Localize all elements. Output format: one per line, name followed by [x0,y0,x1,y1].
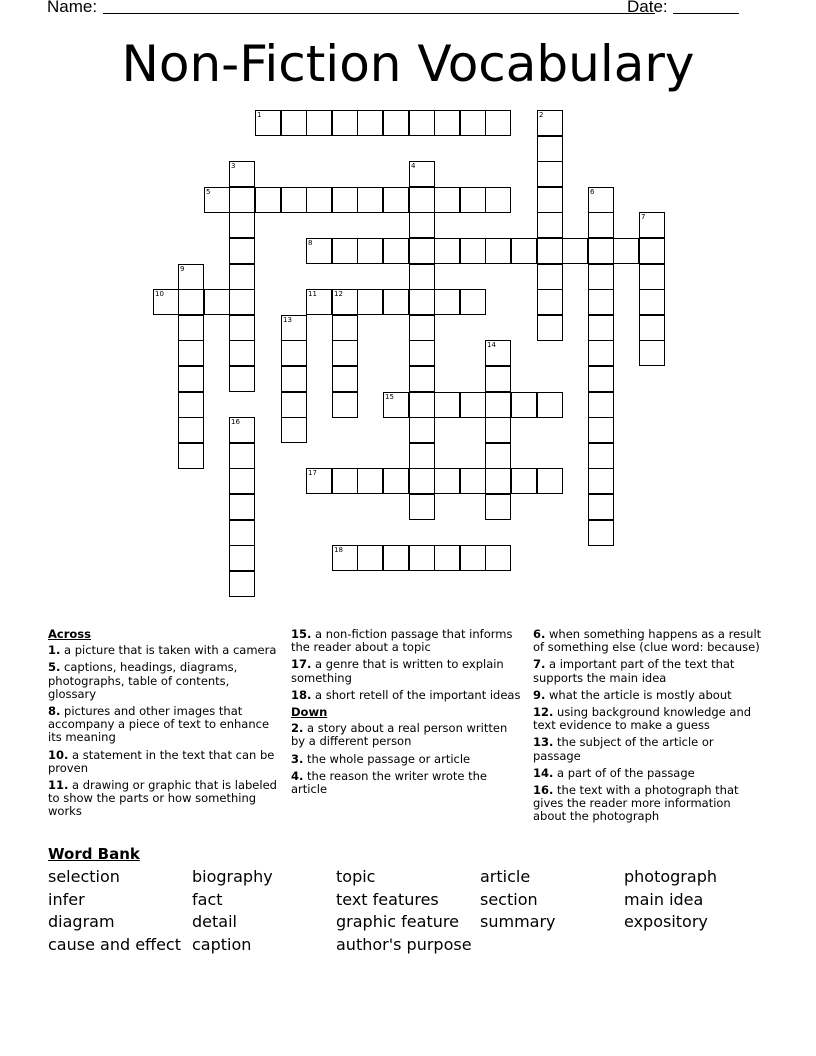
name-label: Name: [47,0,98,16]
grid-cell[interactable] [588,443,614,469]
date-label: Date: [627,0,668,16]
word-bank-word: graphic feature [336,912,459,932]
word-bank-word: main idea [624,889,704,909]
clue-item [291,770,523,796]
grid-cell[interactable] [204,289,230,315]
clue-text: pictures and other images that accompany a piece of text to enhance its meaning [48,704,270,745]
clue-item [291,658,523,684]
word-bank-word: photograph [624,867,717,886]
down-clue-list-continued [533,628,765,824]
word-bank-word: diagram [48,912,115,932]
clues-column-2 [291,628,523,800]
grid-cell[interactable] [281,340,307,366]
grid-cell[interactable] [434,545,460,571]
clue-item [48,779,280,819]
grid-cell[interactable] [332,392,358,418]
grid-cell-8[interactable] [306,238,332,264]
clue-number: 5 [206,188,211,196]
grid-cell[interactable] [178,340,204,366]
grid-cell-14[interactable] [485,340,511,366]
grid-cell[interactable] [409,468,435,494]
grid-cell[interactable] [460,545,486,571]
grid-cell[interactable] [229,264,255,290]
grid-cell[interactable] [229,520,255,546]
clue-number: 12 [334,290,343,298]
grid-cell[interactable] [409,289,435,315]
grid-cell[interactable] [409,494,435,520]
grid-cell[interactable] [460,392,486,418]
grid-cell[interactable] [306,187,332,213]
word-bank-word: expository [624,912,708,932]
grid-cell[interactable] [332,366,358,392]
across-heading: Across [48,627,91,641]
grid-cell[interactable] [588,289,614,315]
grid-cell[interactable] [409,110,435,136]
grid-cell[interactable] [229,494,255,520]
clue-number-label: 1. [48,643,61,658]
clue-number-label: 10. [48,747,69,762]
grid-cell[interactable] [588,468,614,494]
clue-number-label: 18. [291,687,312,702]
grid-cell-7[interactable] [639,212,665,238]
grid-cell[interactable] [434,187,460,213]
word-bank-word: infer [48,889,85,909]
grid-cell-4[interactable] [409,161,435,187]
grid-cell[interactable] [383,545,409,571]
grid-cell[interactable] [255,187,281,213]
grid-cell-11[interactable] [306,289,332,315]
grid-cell[interactable] [281,392,307,418]
word-bank-column [336,866,472,957]
grid-cell[interactable] [357,187,383,213]
grid-cell[interactable] [229,443,255,469]
clue-number-label: 12. [533,705,554,720]
word-bank-column [624,866,717,934]
grid-cell[interactable] [281,417,307,443]
clue-item [48,705,280,745]
grid-cell[interactable] [511,392,537,418]
clue-number: 9 [180,265,185,273]
grid-cell[interactable] [357,238,383,264]
grid-cell[interactable] [613,238,639,264]
clue-text: the reason the writer wrote the article [291,768,487,797]
clue-number: 10 [155,290,164,298]
clue-number-label: 14. [533,765,554,780]
grid-cell[interactable] [588,520,614,546]
clue-item [533,689,765,702]
grid-cell[interactable] [485,468,511,494]
word-bank-word: article [480,867,531,886]
grid-cell[interactable] [460,187,486,213]
clue-text: the subject of the article or passage [533,735,714,763]
grid-cell[interactable] [434,392,460,418]
word-bank-column [48,866,181,957]
grid-cell[interactable] [639,289,665,315]
grid-cell-10[interactable] [153,289,179,315]
clue-number: 4 [411,162,416,170]
clue-text: using background knowledge and text evidence to make a guess [533,705,752,733]
grid-cell[interactable] [229,545,255,571]
clue-text: a non-fiction passage that informs the reader about a topic [291,627,513,655]
clue-text: the text with a photograph that gives the reader more information about the photograph [533,783,739,824]
grid-cell[interactable] [562,238,588,264]
grid-cell[interactable] [409,392,435,418]
grid-cell[interactable] [511,238,537,264]
grid-cell[interactable] [434,238,460,264]
clue-number: 13 [283,316,292,324]
grid-cell[interactable] [281,187,307,213]
grid-cell[interactable] [332,238,358,264]
grid-cell[interactable] [357,545,383,571]
clue-text: a part of of the passage [557,765,695,780]
clue-number: 6 [590,188,595,196]
clue-text: a story about a real person written by a different person [291,721,508,749]
grid-cell[interactable] [434,110,460,136]
grid-cell-3[interactable] [229,161,255,187]
grid-cell[interactable] [588,315,614,341]
clue-number: 3 [231,162,236,170]
grid-cell-12[interactable] [332,289,358,315]
grid-cell[interactable] [229,212,255,238]
grid-cell[interactable] [588,392,614,418]
clue-number: 14 [487,341,496,349]
word-bank-word: topic [336,867,376,886]
clues-column-3 [533,628,765,828]
clue-number: 8 [308,239,313,247]
grid-cell[interactable] [332,315,358,341]
clue-text: a statement in the text that can be proven [48,747,275,775]
grid-cell[interactable] [485,443,511,469]
clue-item [48,661,280,701]
grid-cell[interactable] [178,315,204,341]
grid-cell[interactable] [537,392,563,418]
word-bank-word: author's purpose [336,935,472,955]
grid-cell[interactable] [229,571,255,597]
grid-cell[interactable] [409,238,435,264]
grid-cell[interactable] [460,289,486,315]
grid-cell[interactable] [383,187,409,213]
grid-cell-13[interactable] [281,315,307,341]
clue-item [533,767,765,780]
clue-item [48,644,280,657]
grid-cell[interactable] [537,238,563,264]
grid-cell[interactable] [485,187,511,213]
grid-cell[interactable] [229,238,255,264]
grid-cell[interactable] [537,136,563,162]
word-bank-word: detail [192,912,237,932]
grid-cell[interactable] [485,238,511,264]
clue-number-label: 3. [291,751,304,766]
clue-number-label: 6. [533,627,546,641]
grid-cell[interactable] [588,340,614,366]
clue-item [48,749,280,775]
word-bank-word: biography [192,867,273,886]
grid-cell[interactable] [229,289,255,315]
grid-cell-2[interactable] [537,110,563,136]
grid-cell-17[interactable] [306,468,332,494]
grid-cell[interactable] [537,212,563,238]
grid-cell[interactable] [485,110,511,136]
word-bank-word: summary [480,912,556,932]
grid-cell[interactable] [332,110,358,136]
grid-cell[interactable] [229,315,255,341]
grid-cell[interactable] [639,238,665,264]
grid-cell-1[interactable] [255,110,281,136]
clue-item [291,628,523,654]
grid-cell[interactable] [383,289,409,315]
clue-number-label: 8. [48,704,61,719]
grid-cell[interactable] [639,340,665,366]
grid-cell[interactable] [460,110,486,136]
grid-cell[interactable] [306,110,332,136]
grid-cell[interactable] [434,289,460,315]
word-bank-column [480,866,556,934]
grid-cell[interactable] [537,289,563,315]
down-heading: Down [291,705,328,720]
grid-cell[interactable] [178,392,204,418]
clue-item [533,706,765,732]
grid-cell[interactable] [409,443,435,469]
grid-cell[interactable] [409,340,435,366]
word-bank-word: text features [336,889,439,909]
clue-item [533,628,765,654]
clue-text: captions, headings, diagrams, photographs, table of contents, glossary [48,660,238,701]
grid-cell[interactable] [178,417,204,443]
grid-cell[interactable] [588,417,614,443]
grid-cell-18[interactable] [332,545,358,571]
grid-cell[interactable] [357,110,383,136]
grid-cell-5[interactable] [204,187,230,213]
clue-number-label: 4. [291,768,304,783]
grid-cell[interactable] [537,315,563,341]
grid-cell[interactable] [485,366,511,392]
word-bank-word: cause and effect [48,935,181,955]
clue-text: a drawing or graphic that is labeled to show the parts or how something works [48,778,277,819]
grid-cell[interactable] [409,366,435,392]
clue-number: 15 [385,393,394,401]
grid-cell[interactable] [229,187,255,213]
grid-cell[interactable] [588,264,614,290]
clue-item [291,689,523,702]
clue-text: a important part of the text that supports the main idea [533,657,735,685]
grid-cell[interactable] [588,238,614,264]
clue-number-label: 17. [291,657,312,672]
clue-text: a picture that is taken with a camera [64,643,277,658]
grid-cell-6[interactable] [588,187,614,213]
grid-cell[interactable] [588,212,614,238]
grid-cell[interactable] [409,417,435,443]
clue-number: 18 [334,546,343,554]
grid-cell[interactable] [537,468,563,494]
grid-cell-15[interactable] [383,392,409,418]
grid-cell[interactable] [409,264,435,290]
grid-cell[interactable] [332,187,358,213]
across-clue-list-continued [291,628,523,702]
clue-number: 11 [308,290,317,298]
word-bank-column [192,866,273,957]
grid-cell[interactable] [409,315,435,341]
clue-text: what the article is mostly about [549,687,732,702]
clue-text: a genre that is written to explain something [291,657,504,685]
word-bank-title: Word Bank [48,845,140,863]
clue-number-label: 2. [291,721,304,736]
grid-cell[interactable] [229,468,255,494]
grid-cell[interactable] [281,366,307,392]
grid-cell[interactable] [178,366,204,392]
grid-cell-16[interactable] [229,417,255,443]
across-clue-list [48,644,280,818]
clue-number: 2 [539,111,544,119]
grid-cell[interactable] [639,315,665,341]
grid-cell[interactable] [383,110,409,136]
clue-number-label: 11. [48,778,69,793]
grid-cell[interactable] [332,340,358,366]
grid-cell[interactable] [332,468,358,494]
grid-cell[interactable] [409,187,435,213]
grid-cell[interactable] [357,468,383,494]
grid-cell[interactable] [383,238,409,264]
page-title: Non-Fiction Vocabulary [121,35,695,93]
clue-number: 16 [231,418,240,426]
clue-number-label: 9. [533,687,546,702]
clue-item [533,784,765,824]
clue-text: the whole passage or article [307,751,471,766]
clues-column-1 [48,628,280,823]
grid-cell-9[interactable] [178,264,204,290]
clue-number: 17 [308,469,317,477]
word-bank-word: selection [48,867,120,886]
grid-cell[interactable] [357,289,383,315]
grid-cell[interactable] [229,340,255,366]
grid-cell[interactable] [537,264,563,290]
clue-number-label: 15. [291,627,312,641]
word-bank-word: section [480,889,538,909]
grid-cell[interactable] [588,366,614,392]
word-bank-word: caption [192,935,252,955]
grid-cell[interactable] [383,468,409,494]
grid-cell[interactable] [409,212,435,238]
grid-cell[interactable] [485,417,511,443]
grid-cell[interactable] [485,545,511,571]
clue-number: 7 [641,213,646,221]
grid-cell[interactable] [511,468,537,494]
grid-cell[interactable] [434,468,460,494]
grid-cell[interactable] [178,443,204,469]
clue-number-label: 5. [48,660,61,675]
clue-text: when something happens as a result of something else (clue word: because) [533,627,762,655]
grid-cell[interactable] [178,289,204,315]
grid-cell[interactable] [639,264,665,290]
grid-cell[interactable] [537,187,563,213]
grid-cell[interactable] [460,468,486,494]
clue-number-label: 13. [533,735,554,750]
clue-item [291,753,523,766]
grid-cell[interactable] [537,161,563,187]
grid-cell[interactable] [588,494,614,520]
clue-item [533,736,765,762]
grid-cell[interactable] [485,392,511,418]
grid-cell[interactable] [229,366,255,392]
grid-cell[interactable] [409,545,435,571]
clue-number-label: 7. [533,657,546,672]
clue-number: 1 [257,111,262,119]
clue-item [533,658,765,684]
clue-text: a short retell of the important ideas [315,687,521,702]
grid-cell[interactable] [485,494,511,520]
grid-cell[interactable] [281,110,307,136]
down-clue-list [291,722,523,796]
clue-item [291,722,523,748]
grid-cell[interactable] [460,238,486,264]
word-bank-word: fact [192,889,223,909]
clue-number-label: 16. [533,783,554,798]
